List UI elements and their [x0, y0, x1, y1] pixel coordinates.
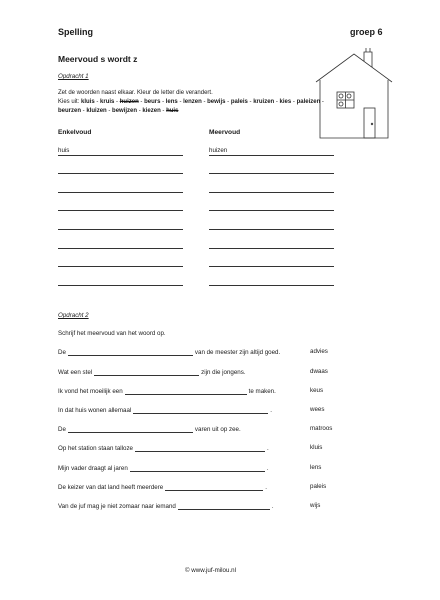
- word-choice: bewijzen: [112, 108, 138, 114]
- meervoud-answer-line[interactable]: [209, 248, 334, 249]
- sentence-start: Mijn vader draagt al jaren: [58, 465, 128, 472]
- sentence-start: Van de juf mag je niet zomaar naar iemand: [58, 503, 176, 510]
- footer-copyright: © www.juf-milou.nl: [185, 567, 236, 574]
- word-choices: [58, 98, 328, 116]
- singular-hint-word: keus: [310, 387, 324, 394]
- answer-blank[interactable]: [130, 464, 265, 472]
- singular-hint-word: matroos: [310, 425, 333, 432]
- fill-in-sentence: [58, 483, 267, 491]
- fill-in-sentence: [58, 368, 246, 376]
- answer-blank[interactable]: [133, 406, 268, 414]
- meervoud-answer-line[interactable]: [209, 285, 334, 286]
- word-choice: lenzen: [183, 99, 202, 105]
- word-choice: kruizen: [253, 99, 275, 105]
- sentence-end: van de meester zijn altijd goed.: [194, 349, 281, 356]
- word-choice: kluis: [81, 99, 95, 105]
- word-choice: huizen: [119, 99, 139, 105]
- enkelvoud-answer-line[interactable]: [58, 192, 183, 193]
- answer-blank[interactable]: [94, 368, 199, 376]
- fill-in-sentence: [58, 464, 269, 472]
- singular-hint-word: kluis: [310, 444, 323, 451]
- example-meervoud: huizen: [209, 147, 228, 154]
- fill-in-sentence: [58, 502, 274, 510]
- kies-prefix: Kies uit:: [58, 99, 80, 105]
- word-choice: beurzen: [58, 108, 82, 114]
- assignment-1-instructions: [58, 89, 328, 116]
- example-enkelvoud: huis: [58, 147, 70, 154]
- word-choice: lens: [165, 99, 178, 105]
- fill-in-sentence: [58, 348, 280, 356]
- fill-in-sentence: [58, 425, 241, 433]
- answer-blank[interactable]: [135, 444, 265, 452]
- answer-blank[interactable]: [68, 425, 193, 433]
- word-choice: kluizen: [86, 108, 107, 114]
- word-choice: kruis: [100, 99, 115, 105]
- answer-blank[interactable]: [178, 502, 270, 510]
- meervoud-answer-line[interactable]: [209, 173, 334, 174]
- enkelvoud-answer-line[interactable]: [58, 210, 183, 211]
- page-title: Meervoud s wordt z: [58, 54, 138, 64]
- assignment-2-intro: Schrijf het meervoud van het woord op.: [58, 330, 166, 337]
- sentence-end: .: [266, 445, 269, 452]
- word-choice: bewijs: [207, 99, 226, 105]
- assignment-1-label: Opdracht 1: [58, 73, 89, 80]
- singular-hint-word: lens: [310, 464, 322, 471]
- word-list: kluis - kruis - huizen - beurs - lens - lenzen - bewijs - paleis - kruizen - kies - paleizen - beurzen - kluizen - bewijzen - kiezen - huis: [58, 99, 324, 114]
- column-header-meervoud: Meervoud: [209, 129, 241, 136]
- sentence-start: Op het station staan talloze: [58, 445, 133, 452]
- fill-in-sentence: [58, 387, 276, 395]
- word-choice: beurs: [144, 99, 161, 105]
- word-choice: huis: [166, 108, 179, 114]
- meervoud-answer-line[interactable]: [209, 229, 334, 230]
- fill-in-sentence: [58, 406, 272, 414]
- instruction-text: Zet de woorden naast elkaar. Kleur de letter die verandert.: [58, 90, 213, 96]
- singular-hint-word: wijs: [310, 502, 321, 509]
- enkelvoud-answer-line[interactable]: [58, 248, 183, 249]
- answer-blank[interactable]: [68, 348, 193, 356]
- singular-hint-word: dwaas: [310, 368, 328, 375]
- meervoud-answer-line[interactable]: [209, 266, 334, 267]
- answer-blank[interactable]: [125, 387, 247, 395]
- worksheet-subject: Spelling: [58, 27, 94, 37]
- sentence-end: .: [270, 407, 272, 414]
- enkelvoud-answer-line[interactable]: [58, 229, 183, 230]
- assignment-2-label: Opdracht 2: [58, 312, 89, 319]
- sentence-start: Wat een stel: [58, 369, 93, 376]
- enkelvoud-answer-line[interactable]: [58, 285, 183, 286]
- enkelvoud-answer-line[interactable]: [58, 173, 183, 174]
- sentence-end: zijn die jongens.: [201, 369, 246, 376]
- fill-in-sentence: [58, 444, 269, 452]
- singular-hint-word: advies: [310, 348, 328, 355]
- word-choice: paleizen: [296, 99, 321, 105]
- answer-blank[interactable]: [165, 483, 263, 491]
- meervoud-answer-line[interactable]: [209, 192, 334, 193]
- sentence-start: In dat huis wonen allemaal: [58, 407, 132, 414]
- sentence-end: .: [271, 503, 274, 510]
- word-choice: kiezen: [142, 108, 161, 114]
- word-choice: paleis: [230, 99, 248, 105]
- sentence-start: De: [58, 426, 66, 433]
- sentence-end: te maken.: [248, 388, 276, 395]
- column-header-enkelvoud: Enkelvoud: [58, 129, 92, 136]
- sentence-start: Ik vond het moeilijk een: [58, 388, 123, 395]
- enkelvoud-answer-line[interactable]: [58, 155, 183, 156]
- sentence-end: .: [265, 484, 267, 491]
- sentence-start: De keizer van dat land heeft meerdere: [58, 484, 164, 491]
- sentence-end: .: [266, 465, 269, 472]
- singular-hint-word: wees: [310, 406, 325, 413]
- enkelvoud-answer-line[interactable]: [58, 266, 183, 267]
- sentence-start: De: [58, 349, 66, 356]
- meervoud-answer-line[interactable]: [209, 210, 334, 211]
- meervoud-answer-line[interactable]: [209, 155, 334, 156]
- worksheet-group: groep 6: [350, 27, 383, 37]
- sentence-end: varen uit op zee.: [194, 426, 241, 433]
- word-choice: kies: [279, 99, 292, 105]
- singular-hint-word: paleis: [310, 483, 327, 490]
